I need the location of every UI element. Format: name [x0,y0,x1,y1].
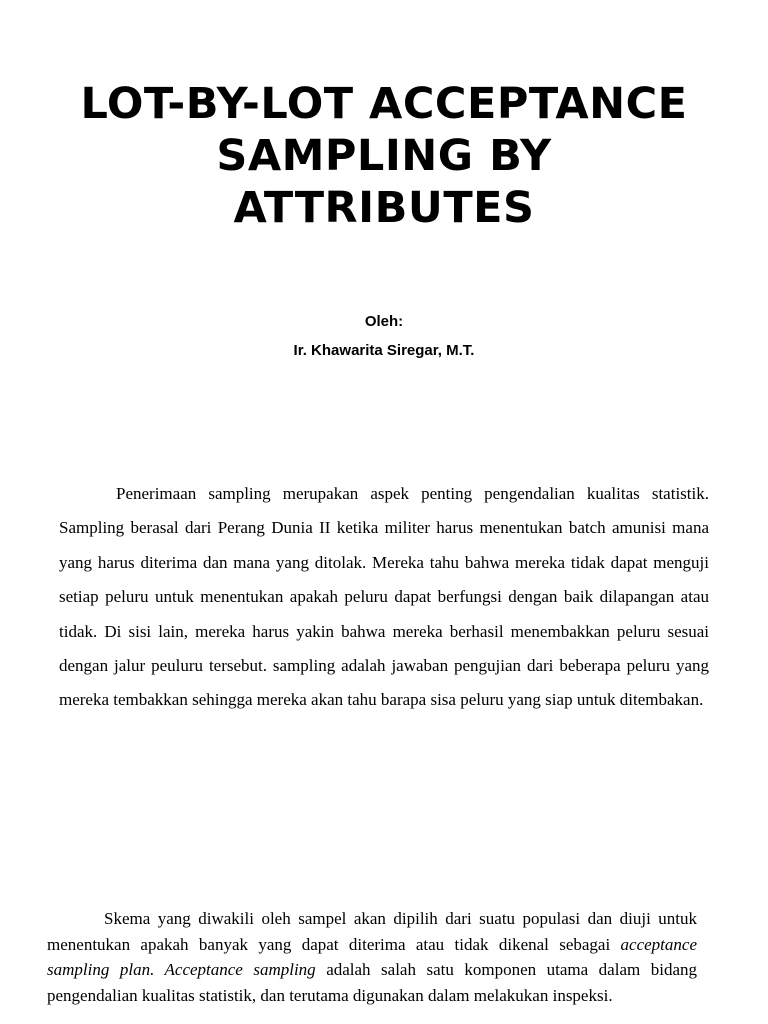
author-name: Ir. Khawarita Siregar, M.T. [293,342,475,359]
title-line-2: SAMPLING BY [216,131,552,181]
title-line-1: LOT-BY-LOT ACCEPTANCE [80,79,688,129]
paragraph-2-italic-term: acceptance sampling plan. Acceptance sampling [47,934,697,979]
paragraph-2-text-1: Skema yang diwakili oleh sampel akan dipilih dari suatu populasi dan diuji untuk menentukan apakah banyak yang dapat diterima atau tidak dikenal sebagai [47,909,697,954]
body-paragraph-1: Penerimaan sampling merupakan aspek penting pengendalian kualitas statistik. Sampling berasal dari Perang Dunia II ketika militer harus menentukan batch amunisi mana yang harus diterima dan mana yang ditolak. Mereka tahu bahwa mereka tidak dapat menguji setiap peluru untuk menentukan apakah peluru dapat berfungsi dengan baik dilapangan atau tidak. Di sisi lain, mereka harus yakin bahwa mereka berhasil menembakkan peluru sesuai dengan jalur peuluru tersebut. sampling adalah jawaban pengujian dari beberapa peluru yang mereka tembakkan sehingga mereka akan tahu barapa sisa peluru yang siap untuk ditembakan. [59,484,709,710]
byline-label: Oleh: [364,313,404,330]
body-paragraph-2 [47,906,697,1008]
document-title [0,78,768,234]
paragraph-2-text-2: adalah salah satu komponen utama dalam bidang pengendalian kualitas statistik, dan terutama digunakan dalam melakukan inspeksi. [47,960,697,1005]
title-line-3: ATTRIBUTES [233,183,535,233]
